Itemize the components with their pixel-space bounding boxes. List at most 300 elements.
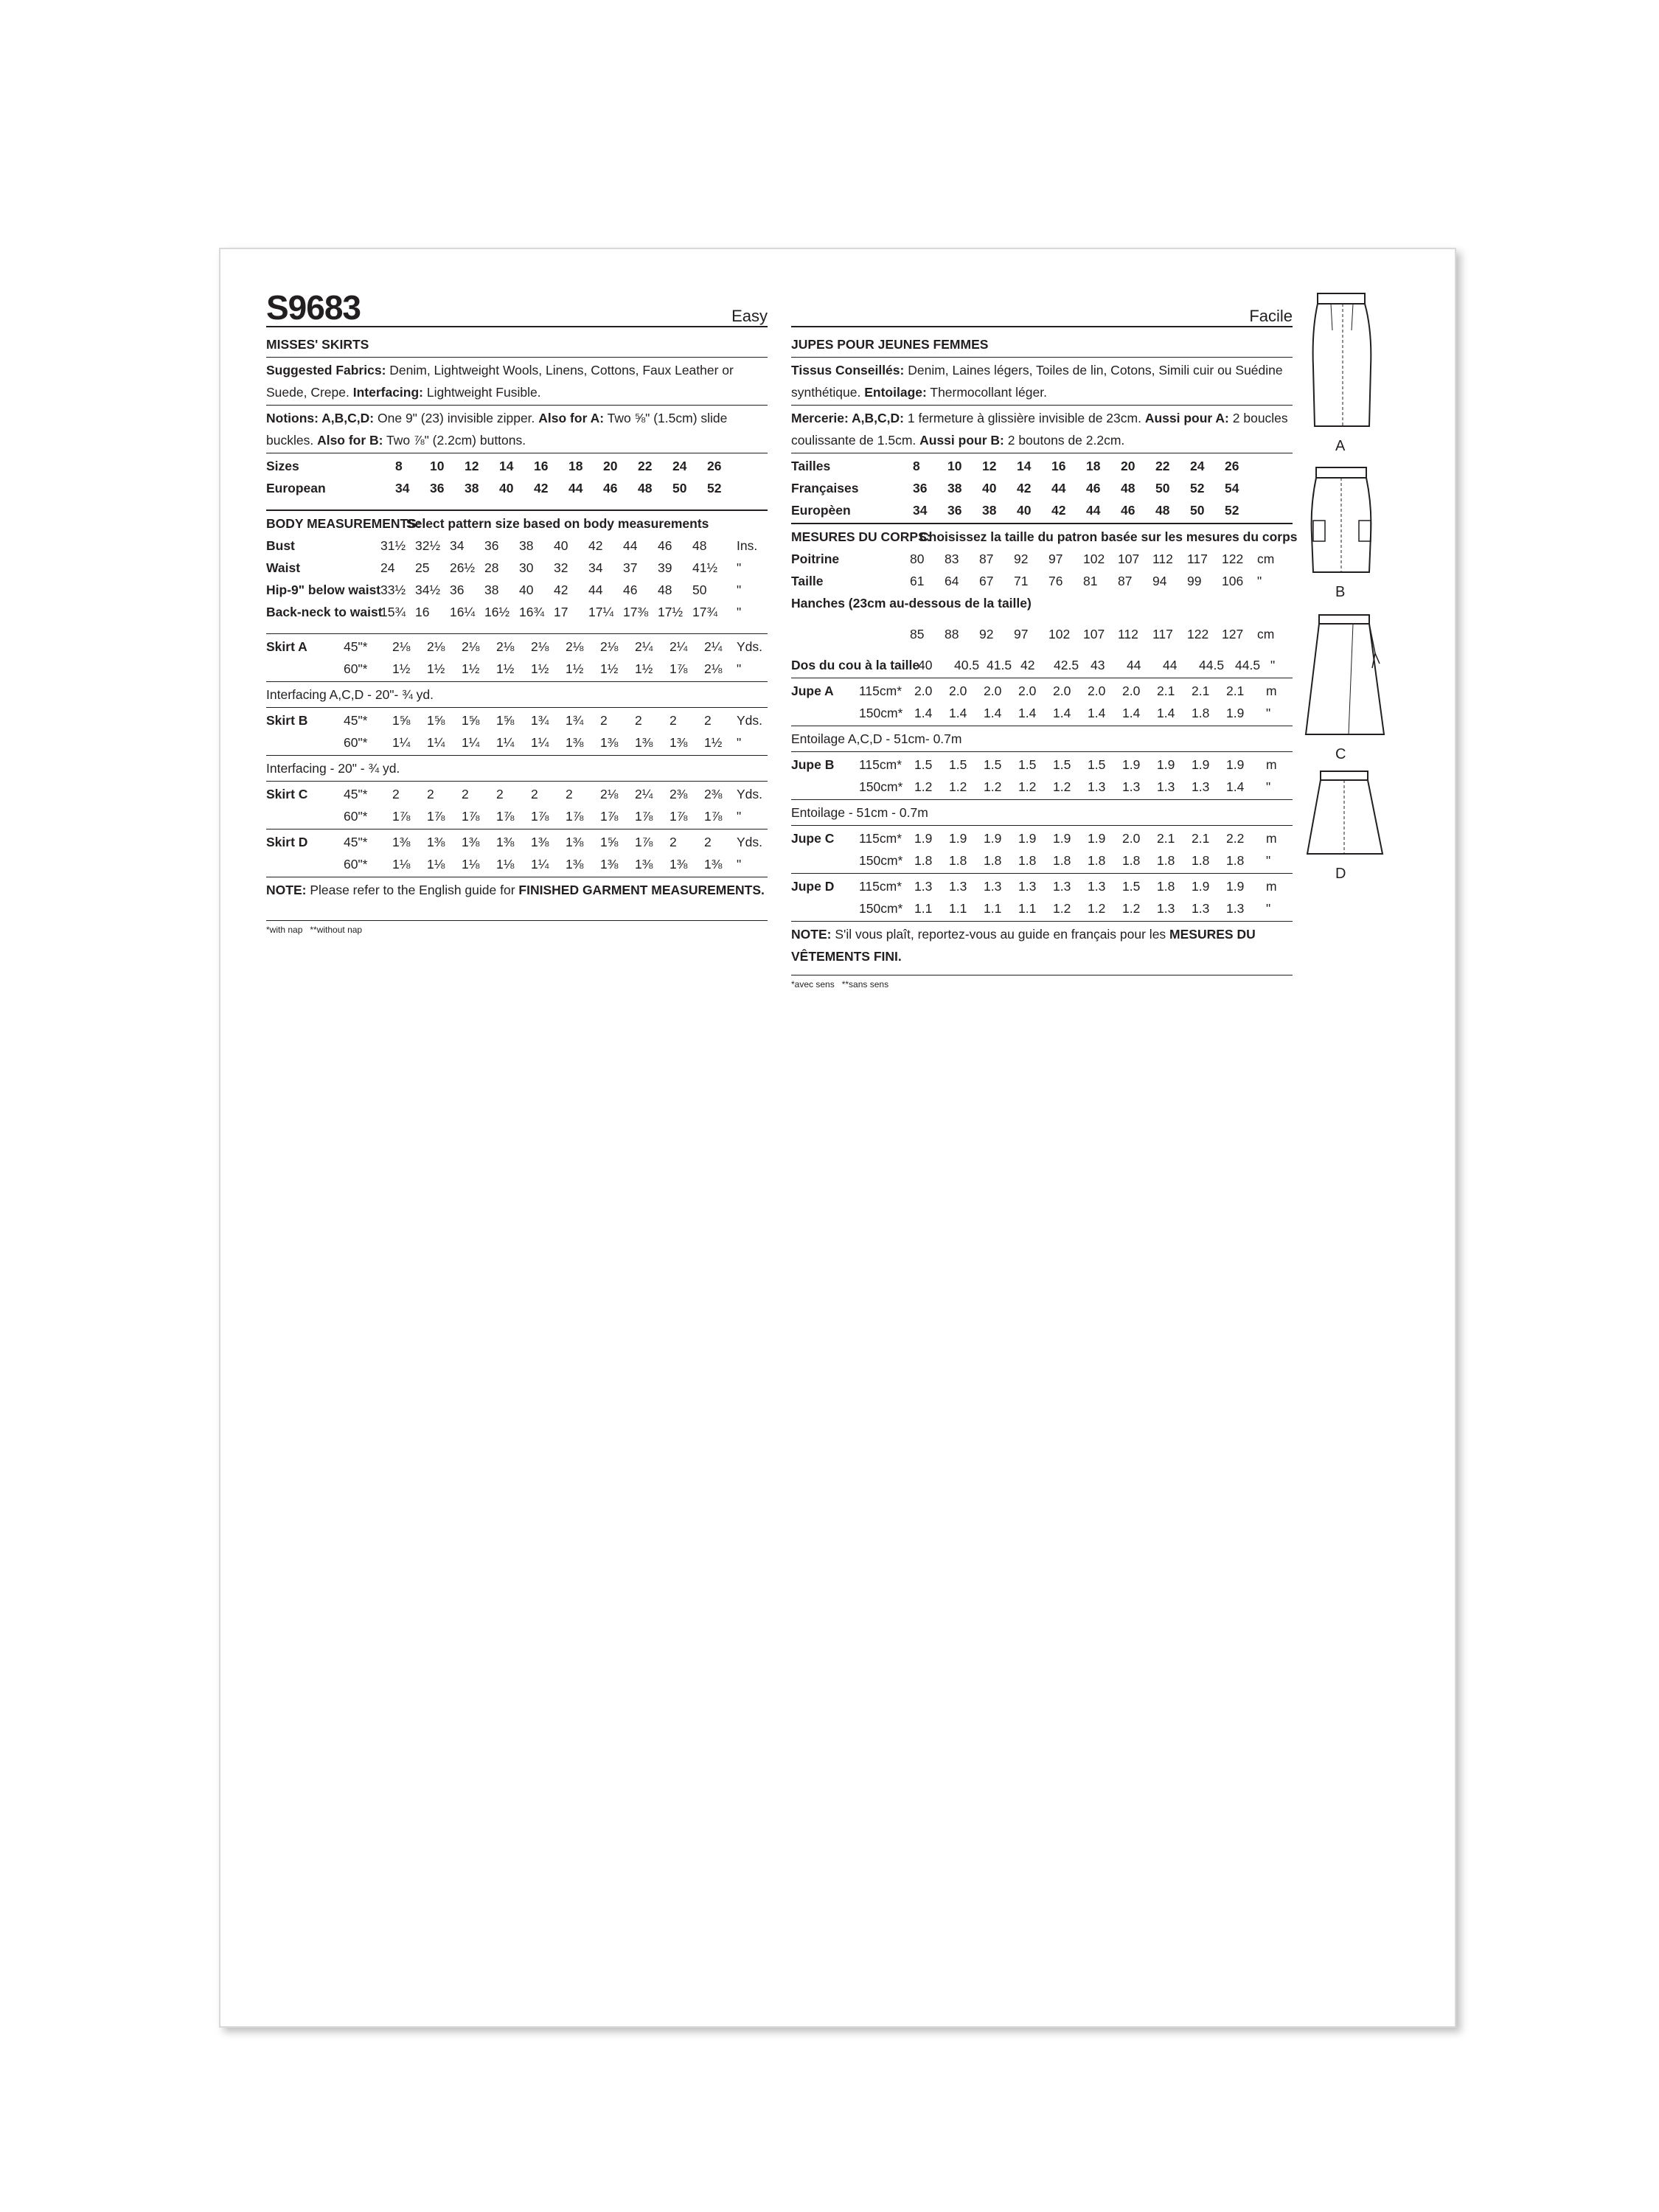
pattern-envelope-back: [219, 248, 1456, 2028]
european-row-cell: 52: [707, 481, 722, 495]
dos-row-cell: 42: [1020, 658, 1035, 672]
yardage-row: [266, 783, 768, 805]
tailles-row-cell: 20: [1121, 459, 1135, 473]
yardage-row: [791, 754, 1293, 776]
suggested-fabrics: [266, 358, 768, 406]
measurement-row-cell: 17⅜: [623, 605, 649, 619]
poitrine-row-cell: 102: [1083, 552, 1105, 566]
sizes-row-cell: 16: [534, 459, 549, 473]
yardage-cell: 2⅛: [427, 639, 445, 654]
measurement-row-cell: 50: [692, 582, 707, 597]
francaises-row-cell: 36: [913, 481, 928, 495]
measurement-row: [266, 557, 768, 579]
measurement-row-cell: 40: [519, 582, 534, 597]
poitrine-row-label: Poitrine: [791, 552, 840, 566]
measurement-row-cell: 41½: [692, 560, 718, 575]
yardage-unit: m: [1266, 684, 1277, 698]
measurement-row-cell: 34½: [415, 582, 441, 597]
tailles-row-cell: 8: [913, 459, 920, 473]
europeen-row-cell: 42: [1051, 503, 1066, 518]
footnote-fr: *avec sens **sans sens: [791, 979, 889, 990]
hanches-label: Hanches (23cm au-dessous de la taille): [791, 596, 1032, 611]
yardage-cell: 1.9: [1192, 757, 1210, 772]
yardage-cell: 1.9: [949, 831, 967, 846]
measurement-row-cell: 34: [450, 538, 465, 553]
measurement-row-cell: 16¼: [450, 605, 476, 619]
yardage-cell: 1¼: [427, 735, 445, 750]
yardage-cell: 1½: [496, 661, 515, 676]
measurement-row-cell: 39: [658, 560, 672, 575]
dos-row-cell: 44: [1127, 658, 1141, 672]
poitrine-row-cell: 122: [1222, 552, 1244, 566]
yardage-unit: ": [1266, 706, 1271, 720]
yardage-cell: 1⅜: [600, 857, 619, 872]
hanches-row-unit: cm: [1257, 627, 1275, 641]
fabric-width: 115cm*: [859, 879, 902, 894]
yardage-block: [791, 826, 1293, 874]
yardage-cell: 1⅜: [635, 735, 653, 750]
yardage-cell: 1¼: [531, 735, 549, 750]
sizes-row-cell: 8: [395, 459, 403, 473]
yardage-cell: 1.3: [1157, 901, 1175, 916]
tissus-conseilles: [791, 358, 1293, 406]
taille-row-cell: 67: [979, 574, 994, 588]
measurement-row: [266, 535, 768, 557]
yardage-cell: 1.9: [984, 831, 1002, 846]
taille-row-cell: 106: [1222, 574, 1244, 588]
yardage-cell: 1⅜: [669, 857, 688, 872]
measurement-row-cell: 37: [623, 560, 638, 575]
hanches-row-cell: 102: [1048, 627, 1071, 641]
yardage-cell: 2: [704, 713, 712, 728]
yardage-unit: m: [1266, 879, 1277, 894]
measurement-row-cell: 16: [415, 605, 430, 619]
yardage-cell: 1⅛: [462, 857, 480, 872]
yardage-block: [791, 752, 1293, 800]
yardage-cell: 1¼: [496, 735, 515, 750]
mercerie-part: Aussi pour B:: [919, 433, 1004, 448]
yardage-cell: 1⅞: [704, 809, 723, 824]
measurement-row-cell: 32½: [415, 538, 441, 553]
yardage-cell: 1.9: [1122, 757, 1141, 772]
yardage-cell: 1.9: [1192, 879, 1210, 894]
yardage-cell: 2¼: [704, 639, 723, 654]
europeen-row-label: Europèen: [791, 503, 851, 518]
note-bold: FINISHED GARMENT MEASUREMENTS.: [518, 883, 765, 897]
tissus-conseilles-part: Thermocollant léger.: [926, 385, 1047, 400]
dos-row-cell: 40.5: [954, 658, 980, 672]
fabric-width: 150cm*: [859, 706, 903, 720]
yardage-cell: 2: [427, 787, 434, 801]
yardage-view-label: Skirt B: [266, 713, 308, 728]
yardage-unit: ": [737, 735, 742, 750]
yardage-row: [266, 731, 768, 754]
yardage-cell: 1.4: [1088, 706, 1106, 720]
yardage-cell: 1.5: [914, 757, 933, 772]
yardage-cell: 2.0: [984, 684, 1002, 698]
taille-row-cell: 94: [1152, 574, 1167, 588]
yardage-cell: 1.2: [1053, 901, 1071, 916]
poitrine-row: [791, 548, 1293, 570]
english-header: [266, 288, 768, 327]
dos-row-unit: ": [1270, 658, 1276, 672]
yardage-cell: 1.8: [1192, 853, 1210, 868]
poitrine-row-cell: 92: [1014, 552, 1029, 566]
yardage-cell: 1.5: [984, 757, 1002, 772]
yardage-cell: 1.2: [914, 779, 933, 794]
taille-row-cell: 99: [1187, 574, 1202, 588]
yardage-cell: 1⅝: [392, 713, 411, 728]
difficulty-level-fr: Facile: [1249, 307, 1293, 325]
yardage-cell: 2.0: [1122, 684, 1141, 698]
yardage-cell: 1.3: [1088, 879, 1106, 894]
measurement-row-unit: ": [737, 582, 742, 597]
francaises-row: [791, 477, 1293, 499]
yardage-view-label: Jupe D: [791, 879, 835, 894]
measurement-row-cell: 15¾: [380, 605, 406, 619]
yardage-cell: 2: [704, 835, 712, 849]
yardage-cell: 1.2: [984, 779, 1002, 794]
yardage-cell: 1⅜: [704, 857, 723, 872]
poitrine-row-unit: cm: [1257, 552, 1275, 566]
yardage-row: [791, 849, 1293, 872]
body-measurements-label: BODY MEASUREMENTS:: [266, 516, 421, 531]
dos-row-cell: 41.5: [987, 658, 1012, 672]
sizes-row-cell: 18: [568, 459, 583, 473]
taille-row-cell: 71: [1014, 574, 1029, 588]
yardage-cell: 1.3: [1053, 879, 1071, 894]
fabric-width: 115cm*: [859, 757, 902, 772]
francaises-row-cell: 50: [1155, 481, 1170, 495]
europeen-row-cell: 40: [1017, 503, 1032, 518]
yardage-cell: 1.9: [1053, 831, 1071, 846]
europeen-row-cell: 46: [1121, 503, 1135, 518]
europeen-row: [791, 499, 1293, 521]
yardage-unit: Yds.: [737, 787, 763, 801]
europeen-row-cell: 34: [913, 503, 928, 518]
yardage-cell: 1.3: [1226, 901, 1245, 916]
interfacing-note-text: Interfacing A,C,D - 20"- ¾ yd.: [266, 687, 434, 702]
poitrine-row-cell: 97: [1048, 552, 1063, 566]
body-measurements-heading: [266, 512, 768, 535]
yardage-row: [266, 853, 768, 875]
yardage-cell: 1.8: [984, 853, 1002, 868]
yardage-cell: 1.4: [1053, 706, 1071, 720]
yardage-cell: 1½: [635, 661, 653, 676]
measurement-row-cell: 25: [415, 560, 430, 575]
taille-row-cell: 64: [945, 574, 959, 588]
measurement-row-label: Back-neck to waist: [266, 605, 383, 619]
yardage-cell: 2.0: [1053, 684, 1071, 698]
skirt-b-cargo-icon: [1301, 462, 1382, 580]
footnote: *with nap **without nap: [266, 925, 363, 935]
yardage-cell: 1½: [427, 661, 445, 676]
taille-row-label: Taille: [791, 574, 824, 588]
yardage-cell: 1.9: [1157, 757, 1175, 772]
notions-part: Notions: A,B,C,D:: [266, 411, 375, 425]
yardage-unit: Yds.: [737, 713, 763, 728]
french-body: [791, 332, 1298, 990]
measurement-row-cell: 42: [588, 538, 603, 553]
measurement-row-cell: 44: [623, 538, 638, 553]
european-row-cell: 50: [672, 481, 687, 495]
yardage-cell: 1.8: [1053, 853, 1071, 868]
yardage-block: [791, 678, 1293, 726]
yardage-cell: 1⅝: [462, 713, 480, 728]
yardage-cell: 1¼: [531, 857, 549, 872]
yardage-cell: 1⅛: [427, 857, 445, 872]
measurement-row-cell: 17¾: [692, 605, 718, 619]
measurement-row-cell: 36: [484, 538, 499, 553]
yardage-cell: 1⅞: [669, 809, 688, 824]
sizes-row-cell: 22: [638, 459, 653, 473]
measurement-row-cell: 28: [484, 560, 499, 575]
yardage-cell: 1⅞: [427, 809, 445, 824]
yardage-cell: 2¼: [635, 639, 653, 654]
yardage-cell: 1.8: [1122, 853, 1141, 868]
measurement-row-cell: 17¼: [588, 605, 614, 619]
yardage-cell: 2.0: [1088, 684, 1106, 698]
figure-label-d: D: [1335, 866, 1346, 882]
yardage-cell: 1½: [462, 661, 480, 676]
skirt-d-aline-icon: [1301, 765, 1390, 861]
taille-row-cell: 87: [1118, 574, 1133, 588]
yardage-cell: 1⅜: [531, 835, 549, 849]
yardage-cell: 2⅜: [669, 787, 688, 801]
sizes-row: [266, 455, 768, 477]
yardage-cell: 1.4: [914, 706, 933, 720]
yardage-cell: 1.8: [1226, 853, 1245, 868]
francaises-row-cell: 44: [1051, 481, 1066, 495]
difficulty-level: Easy: [731, 307, 768, 325]
yardage-cell: 1.3: [1192, 901, 1210, 916]
spacer: [266, 623, 768, 632]
suggested-fabrics-part: Suggested Fabrics:: [266, 363, 386, 378]
note-label: NOTE:: [266, 883, 307, 897]
measurement-row-cell: 46: [623, 582, 638, 597]
yardage-view-label: Skirt A: [266, 639, 307, 654]
yardage-cell: 2: [462, 787, 469, 801]
measurement-row-cell: 24: [380, 560, 395, 575]
yardage-cell: 1.1: [984, 901, 1002, 916]
european-row-cell: 42: [534, 481, 549, 495]
yardage-cell: 2⅛: [392, 639, 411, 654]
yardage-row: [791, 875, 1293, 897]
spacer: [266, 499, 768, 508]
europeen-row-cell: 44: [1086, 503, 1101, 518]
yardage-unit: ": [737, 661, 742, 676]
poitrine-row-cell: 107: [1118, 552, 1140, 566]
yardage-cell: 1⅛: [496, 857, 515, 872]
yardage-cell: 1½: [600, 661, 619, 676]
europeen-row-cell: 50: [1190, 503, 1205, 518]
yardage-cell: 1¼: [462, 735, 480, 750]
yardage-cell: 1⅜: [462, 835, 480, 849]
interfacing-note-row: [791, 728, 1293, 750]
poitrine-row-cell: 83: [945, 552, 959, 566]
yardage-cell: 1.8: [1157, 853, 1175, 868]
yardage-cell: 2¼: [669, 639, 688, 654]
notions-part: One 9" (23) invisible zipper.: [374, 411, 539, 425]
yardage-cell: 2: [566, 787, 573, 801]
yardage-block: [266, 830, 768, 877]
french-header: [791, 292, 1293, 327]
yardage-cell: 1⅜: [635, 857, 653, 872]
yardage-cell: 1⅝: [427, 713, 445, 728]
yardage-unit: ": [1266, 853, 1271, 868]
measurement-row-cell: 48: [692, 538, 707, 553]
yardage-cell: 1.2: [1018, 779, 1037, 794]
fabric-width: 45"*: [344, 835, 368, 849]
yardage-cell: 1.8: [1018, 853, 1037, 868]
yardage-cell: 2: [600, 713, 608, 728]
fabric-width: 150cm*: [859, 901, 903, 916]
interfacing-note-row: [791, 801, 1293, 824]
yardage-cell: 1.2: [949, 779, 967, 794]
francaises-row-label: Françaises: [791, 481, 859, 495]
yardage-cell: 1¾: [566, 713, 584, 728]
body-measurements-text: Select pattern size based on body measurements: [406, 516, 709, 531]
taille-row-unit: ": [1257, 574, 1262, 588]
yardage-cell: 2⅛: [531, 639, 549, 654]
section-title-fr: JUPES POUR JEUNES FEMMES: [791, 332, 1293, 358]
measurement-row-cell: 26½: [450, 560, 476, 575]
section-title: MISSES' SKIRTS: [266, 332, 768, 358]
measurement-row-unit: Ins.: [737, 538, 758, 553]
yardage-cell: 2: [531, 787, 538, 801]
taille-row: [791, 570, 1293, 592]
measurement-row-cell: 16¾: [519, 605, 545, 619]
interfacing-note-text: Entoilage A,C,D - 51cm- 0.7m: [791, 731, 962, 746]
yardage-cell: 1⅞: [462, 809, 480, 824]
finished-note-fr: [791, 922, 1293, 975]
european-row: [266, 477, 768, 499]
tailles-row-cell: 22: [1155, 459, 1170, 473]
dos-row-label: Dos du cou à la taille: [791, 658, 920, 672]
body-measurements: [266, 511, 768, 634]
yardage-cell: 1⅞: [496, 809, 515, 824]
finished-note: [266, 877, 768, 921]
fabric-width: 150cm*: [859, 853, 903, 868]
yardage-cell: 1.9: [1226, 706, 1245, 720]
figure-label-b: B: [1335, 584, 1346, 600]
yardage-unit: Yds.: [737, 639, 763, 654]
yardage-cell: 2⅛: [496, 639, 515, 654]
european-row-cell: 48: [638, 481, 653, 495]
measurement-row-cell: 17½: [658, 605, 684, 619]
figure-label-a: A: [1335, 438, 1346, 454]
spacer: [791, 645, 1293, 654]
yardage-unit: Yds.: [737, 835, 763, 849]
francaises-row-cell: 40: [982, 481, 997, 495]
tailles-row-cell: 12: [982, 459, 997, 473]
poitrine-row-cell: 117: [1187, 552, 1208, 566]
yardage-unit: ": [737, 857, 742, 872]
yardage-cell: 1.3: [1088, 779, 1106, 794]
measurement-row-label: Hip-9" below waist: [266, 582, 381, 597]
sizes-row-cell: 26: [707, 459, 722, 473]
yardage-cell: 2¼: [635, 787, 653, 801]
yardage-row: [791, 680, 1293, 702]
tissus-conseilles-part: Tissus Conseillés:: [791, 363, 905, 378]
yardage-view-label: Jupe B: [791, 757, 835, 772]
yardage-cell: 2⅛: [462, 639, 480, 654]
measurement-row: [266, 579, 768, 601]
yardage-cell: 1⅛: [392, 857, 411, 872]
notions-part: Two ⅝" (1.5cm) slide buckles.: [266, 411, 728, 448]
yardage-cell: 1.5: [949, 757, 967, 772]
yardage-cell: 1½: [704, 735, 723, 750]
yardage-cell: 1.9: [1088, 831, 1106, 846]
europeen-row-cell: 36: [947, 503, 962, 518]
yardage-cell: 1.3: [1157, 779, 1175, 794]
yardage-cell: 1.3: [914, 879, 933, 894]
size-table: [266, 453, 768, 511]
yardage-cell: 1.8: [1088, 853, 1106, 868]
yardage-cell: 1½: [531, 661, 549, 676]
europeen-row-cell: 48: [1155, 503, 1170, 518]
hanches-row-cell: 117: [1152, 627, 1173, 641]
yardage-block: [266, 708, 768, 756]
sizes-row-cell: 12: [465, 459, 479, 473]
yardage-cell: 1.1: [1018, 901, 1037, 916]
yardage-cell: 1⅞: [635, 809, 653, 824]
hanches-row-cell: 97: [1014, 627, 1029, 641]
yardage-block: [266, 634, 768, 682]
fabric-width: 60"*: [344, 735, 368, 750]
yardage-cell: 1.4: [984, 706, 1002, 720]
yardage-cell: 1.9: [1226, 879, 1245, 894]
francaises-row-cell: 38: [947, 481, 962, 495]
yardage-cell: 2.0: [1122, 831, 1141, 846]
sizes-row-label: Sizes: [266, 459, 299, 473]
poitrine-row-cell: 87: [979, 552, 994, 566]
mercerie-part: 2 boutons de 2.2cm.: [1004, 433, 1125, 448]
hanches-row-cell: 112: [1118, 627, 1138, 641]
yardage-cell: 2⅛: [600, 639, 619, 654]
yardage-cell: 1.3: [1122, 779, 1141, 794]
fabric-width: 115cm*: [859, 831, 902, 846]
yardage-cell: 1¾: [531, 713, 549, 728]
european-row-cell: 34: [395, 481, 410, 495]
tailles-row-label: Tailles: [791, 459, 831, 473]
tailles-row-cell: 26: [1225, 459, 1239, 473]
hanches-row-cell: 85: [910, 627, 925, 641]
measurement-row-cell: 30: [519, 560, 534, 575]
yardage-cell: 1⅞: [600, 809, 619, 824]
yardage-cell: 1.2: [1122, 901, 1141, 916]
european-row-cell: 38: [465, 481, 479, 495]
dos-row-cell: 44: [1163, 658, 1178, 672]
yardage-cell: 1⅜: [566, 857, 584, 872]
yardage-cell: 2⅛: [704, 661, 723, 676]
measurement-row-cell: 33½: [380, 582, 406, 597]
sizes-row-cell: 10: [430, 459, 445, 473]
european-row-cell: 40: [499, 481, 514, 495]
pattern-code: S9683: [266, 288, 361, 327]
suggested-fabrics-part: Denim, Lightweight Wools, Linens, Cottons, Faux Leather or Suede, Crepe.: [266, 363, 734, 400]
yardage-row: [791, 776, 1293, 798]
size-table-fr: [791, 453, 1293, 524]
tailles-row-cell: 10: [947, 459, 962, 473]
yardage-cell: 1⅜: [669, 735, 688, 750]
poitrine-row-cell: 112: [1152, 552, 1173, 566]
yardage-cell: 1.3: [949, 879, 967, 894]
european-row-label: European: [266, 481, 326, 495]
europeen-row-cell: 52: [1225, 503, 1239, 518]
yardage-cell: 2.0: [949, 684, 967, 698]
yardage-row: [266, 709, 768, 731]
